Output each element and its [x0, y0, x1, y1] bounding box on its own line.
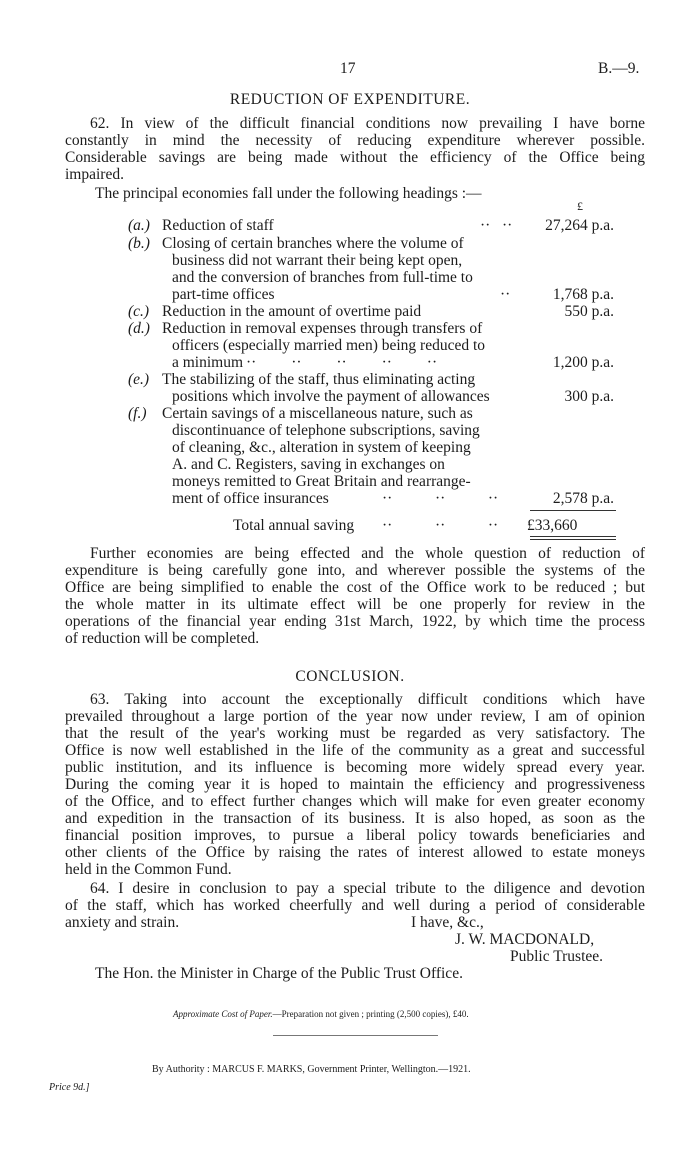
item-e-line-2: positions which involve the payment of allowances: [172, 388, 490, 405]
leader-dots: ·· ·· ·· ·· ··: [246, 354, 438, 371]
para63-line-6: During the coming year it is hoped to maintain the efficiency and progressiveness: [65, 776, 645, 793]
item-c: [128, 303, 421, 320]
signature-name: J. W. MACDONALD,: [455, 931, 595, 948]
item-f-line-6: ment of office insurances: [172, 490, 329, 507]
item-b-line-4: part-time offices: [172, 286, 275, 303]
para62-line-3: Considerable savings are being made without the efficiency of the Office being: [65, 149, 645, 166]
item-d-line-2: officers (especially married men) being reduced to: [172, 337, 486, 354]
addressee: The Hon. the Minister in Charge of the Public Trust Office.: [95, 965, 463, 982]
item-f-line-5: moneys remitted to Great Britain and rearrange-: [172, 473, 471, 490]
document-reference: B.—9.: [598, 60, 640, 77]
section-heading-conclusion: CONCLUSION.: [295, 668, 405, 685]
para62-line-4: impaired.: [65, 166, 124, 183]
page-number: 17: [340, 60, 356, 77]
item-f-line-4: A. and C. Registers, saving in exchanges on: [172, 456, 445, 473]
para63-line-7: of the Office, and to effect further changes which will make for even greater economy: [65, 793, 645, 810]
leader-dots: ·· ·· ··: [382, 517, 499, 534]
item-b: [128, 235, 464, 252]
item-amount: 300 p.a.: [564, 388, 614, 405]
para63-line-11: held in the Common Fund.: [65, 861, 232, 878]
signature-title: Public Trustee.: [510, 948, 604, 965]
leader-dots: ·· ·· ··: [382, 490, 499, 507]
para63-line-5: public institution, and its influence is becoming more widely spread every year.: [65, 759, 645, 776]
closing-salutation: I have, &c.,: [411, 914, 484, 931]
item-b-line-3: and the conversion of branches from full-time to: [172, 269, 473, 286]
item-label: (d.): [128, 320, 150, 337]
item-text: The stabilizing of the staff, thus eliminating acting: [162, 371, 476, 388]
cost-text: —Preparation not given ; printing (2,500 copies), £40.: [272, 1009, 469, 1019]
item-amount: 2,578 p.a.: [552, 490, 614, 507]
item-f: [128, 405, 473, 422]
item-text: Closing of certain branches where the volume of: [162, 235, 464, 252]
item-label: (c.): [128, 303, 150, 320]
para62-line-2: constantly in mind the necessity of reducing expenditure wherever possible.: [65, 132, 645, 149]
economies-intro: The principal economies fall under the following headings :—: [95, 185, 482, 202]
para63-line-10: other clients of the Office by raising the rates of interest allowed to estate moneys: [65, 844, 645, 861]
item-d: [128, 320, 482, 337]
para63-line-3: that the result of the year's working must be regarded as very satisfactory. The: [65, 725, 645, 742]
para63-line-8: and expedition in the transaction of its business. It is also hoped, as soon as the: [65, 810, 645, 827]
authority-imprint: By Authority : MARCUS F. MARKS, Government Printer, Wellington.—1921.: [152, 1064, 471, 1075]
item-text: Reduction in removal expenses through transfers of: [162, 320, 483, 337]
total-rule-double: [530, 539, 616, 540]
para63-line-9: financial position improves, to pursue a liberal policy towards beneficiaries and: [65, 827, 645, 844]
item-text: Reduction in the amount of overtime paid: [162, 303, 422, 320]
item-amount: 1,200 p.a.: [552, 354, 614, 371]
para64-line-2: of the staff, which has worked cheerfully and well during a period of considerable: [65, 897, 645, 914]
further-line-2: expenditure is being carefully gone into, and wherever possible the systems of the: [65, 562, 645, 579]
sum-rule: [530, 510, 616, 511]
total-amount: £33,660: [527, 517, 578, 534]
currency-symbol: £: [577, 199, 583, 213]
section-heading-reduction: REDUCTION OF EXPENDITURE.: [229, 91, 471, 108]
item-label: (f.): [128, 405, 147, 422]
para63-line-2: prevailed throughout a large portion of the year now under review, I am of opinion: [65, 708, 645, 725]
item-label: (e.): [128, 371, 150, 388]
leader-dots: ·· ··: [480, 217, 513, 234]
further-line-5: operations of the financial year ending 31st March, 1922, by which time the process: [65, 613, 645, 630]
price-note: Price 9d.]: [49, 1082, 90, 1093]
item-d-line-3: a minimum: [172, 354, 244, 371]
cost-label: Approximate Cost of Paper.: [173, 1009, 273, 1019]
printing-cost-note: [173, 1009, 469, 1020]
item-label: (a.): [128, 217, 150, 234]
total-rule: [530, 536, 616, 537]
item-text: Certain savings of a miscellaneous nature, such as: [162, 405, 473, 422]
item-a: [128, 217, 274, 234]
para62-line-1: 62. In view of the difficult financial conditions now prevailing I have borne: [90, 115, 645, 132]
para63-line-4: Office is now well established in the life of the community as a great and successful: [65, 742, 645, 759]
item-f-line-3: of cleaning, &c., alteration in system of keeping: [172, 439, 471, 456]
further-line-4: the whole matter in its ultimate effect will be one properly for review in the: [65, 596, 645, 613]
item-amount: 550 p.a.: [564, 303, 614, 320]
item-e: [128, 371, 475, 388]
para64-line-1: 64. I desire in conclusion to pay a special tribute to the diligence and devotion: [90, 880, 645, 897]
further-line-3: Office are being simplified to enable the cost of the Office work to be reduced ; but: [65, 579, 645, 596]
leader-dots: ··: [500, 286, 511, 303]
total-label: Total annual saving: [233, 517, 355, 534]
para63-line-1: 63. Taking into account the exceptionally difficult conditions which have: [90, 691, 645, 708]
item-amount: 1,768 p.a.: [552, 286, 614, 303]
further-line-6: of reduction will be completed.: [65, 630, 260, 647]
item-amount: 27,264 p.a.: [545, 217, 614, 234]
item-b-line-2: business did not warrant their being kept open,: [172, 252, 463, 269]
further-line-1: Further economies are being effected and the whole question of reduction of: [90, 545, 645, 562]
item-label: (b.): [128, 235, 150, 252]
footer-rule: [273, 1035, 438, 1036]
item-text: Reduction of staff: [162, 217, 274, 234]
item-f-line-2: discontinuance of telephone subscriptions, saving: [172, 422, 480, 439]
para64-line-3: anxiety and strain.: [65, 914, 180, 931]
